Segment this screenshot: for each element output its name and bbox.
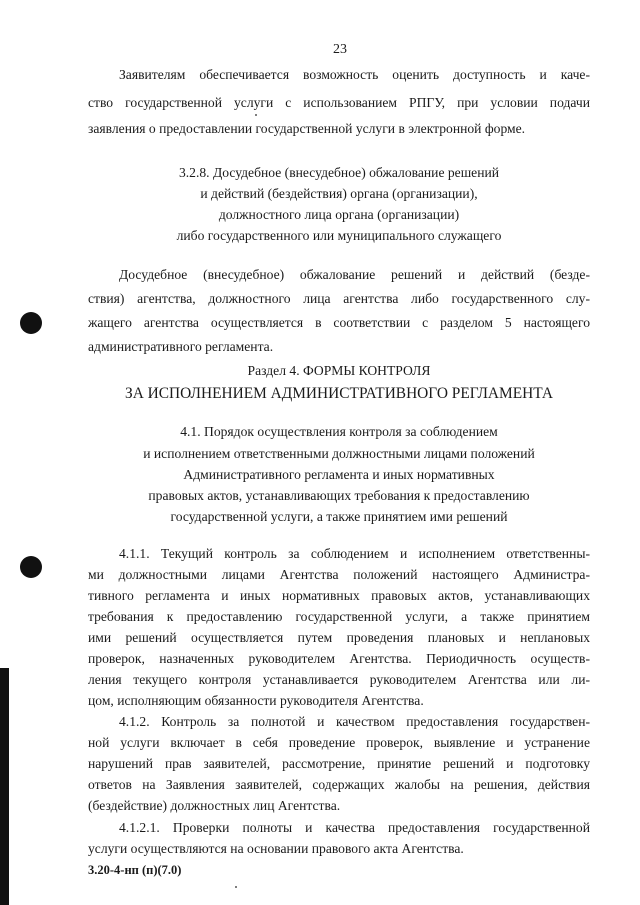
section-heading-line: должностного лица органа (организации) <box>218 207 460 222</box>
scan-speck <box>255 114 257 116</box>
page-number: 23 <box>333 42 347 57</box>
section-title-line: ЗА ИСПОЛНЕНИЕМ АДМИНИСТРАТИВНОГО РЕГЛАМЕНТА <box>125 385 553 402</box>
body-line: Досудебное (внесудебное) обжалование решений и действий (безде- <box>119 267 590 282</box>
body-line: (бездействие) должностных лиц Агентства. <box>88 798 341 813</box>
punch-hole-bottom <box>20 556 42 578</box>
body-line: ответов на Заявления заявителей, содержащих жалобы на решения, действия <box>88 777 590 792</box>
body-line: заявления о предоставлении государственной услуги в электронной форме. <box>88 121 526 136</box>
body-line: нарушений прав заявителей, рассмотрение, принятие решений и подготовку <box>88 756 590 771</box>
body-line: ствия) агентства, должностного лица агентства либо государственного слу- <box>88 291 590 306</box>
body-line: проверок, назначенных руководителем Агентства. Периодичность осуществ- <box>88 651 590 666</box>
section-heading-line: и действий (бездействия) органа (организации), <box>200 186 478 201</box>
punch-hole-top <box>20 312 42 334</box>
subsection-heading-line: 4.1. Порядок осуществления контроля за соблюдением <box>180 424 498 439</box>
document-code-footer: 3.20-4-нп (п)(7.0) <box>88 863 182 877</box>
body-line: ления текущего контроля устанавливается руководителем Агентства или ли- <box>88 672 590 687</box>
body-line: требования к предоставлению государственной услуги, а также принятием <box>88 609 590 624</box>
body-line: ной услуги включает в себя проведение проверок, выявление и устранение <box>88 735 590 750</box>
body-line: ство государственной услуги с использованием РПГУ, при условии подачи <box>88 95 590 110</box>
section-heading-line: 3.2.8. Досудебное (внесудебное) обжалование решений <box>178 165 500 180</box>
body-line: ми должностными лицами Агентства положений настоящего Администра- <box>88 567 590 582</box>
body-line: Заявителям обеспечивается возможность оценить доступность и каче- <box>119 67 590 82</box>
section-heading-line: либо государственного или муниципального служащего <box>176 228 502 243</box>
body-line: 4.1.1. Текущий контроль за соблюдением и исполнением ответственны- <box>119 546 590 561</box>
scan-edge-shadow <box>0 668 9 905</box>
body-line: ими решений осуществляется путем проведения плановых и неплановых <box>88 630 590 645</box>
body-line: 4.1.2. Контроль за полнотой и качеством предоставления государствен- <box>119 714 590 729</box>
scan-speck <box>235 886 237 888</box>
body-line: услуги осуществляются на основании правового акта Агентства. <box>88 841 464 856</box>
subsection-heading-line: и исполнением ответственными должностными лицами положений <box>143 446 535 461</box>
subsection-heading-line: Административного регламента и иных нормативных <box>183 467 495 482</box>
body-line: тивного регламента и иных нормативных правовых актов, устанавливающих <box>88 588 590 603</box>
subsection-heading-line: государственной услуги, а также принятием ими решений <box>170 509 508 524</box>
section-title-line: Раздел 4. ФОРМЫ КОНТРОЛЯ <box>247 363 431 378</box>
body-line: цом, исполняющим обязанности руководителя Агентства. <box>88 693 424 708</box>
body-line: административного регламента. <box>88 339 274 354</box>
body-line: жащего агентства осуществляется в соответствии с разделом 5 настоящего <box>88 315 590 330</box>
body-line: 4.1.2.1. Проверки полноты и качества предоставления государственной <box>119 820 590 835</box>
subsection-heading-line: правовых актов, устанавливающих требования к предоставлению <box>148 488 530 503</box>
